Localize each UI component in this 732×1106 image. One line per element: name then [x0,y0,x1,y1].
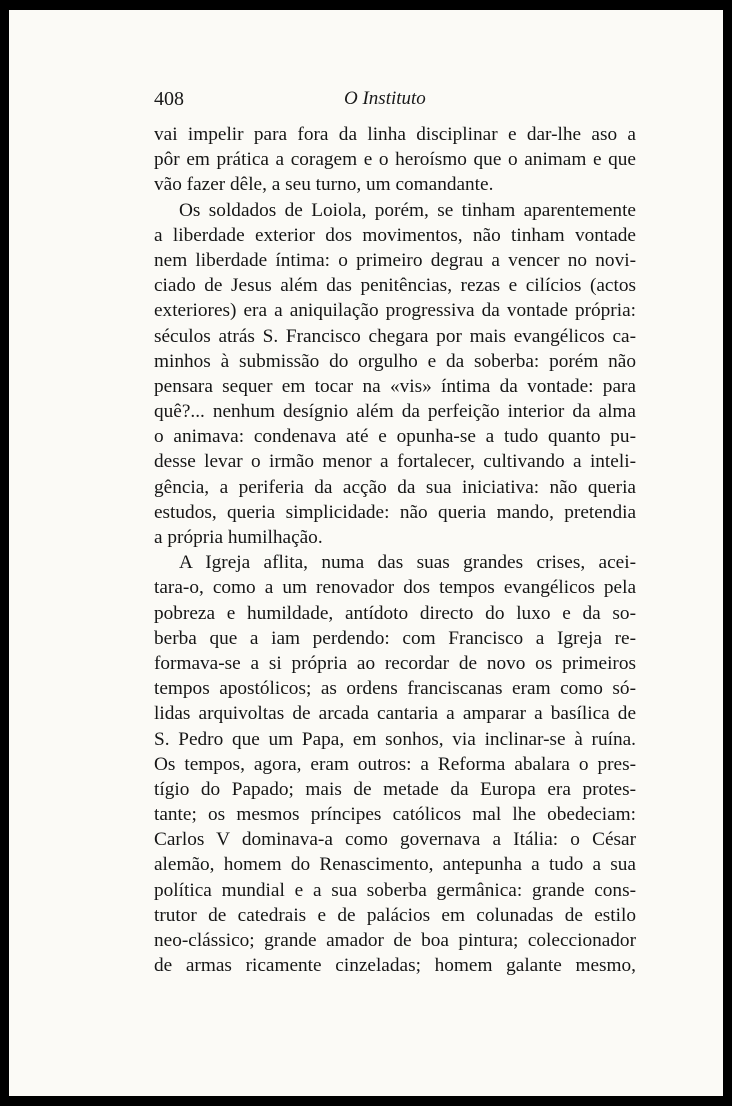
text-line: de armas ricamente cinzeladas; homem galante mesmo, [154,955,636,977]
text-line: vai impelir para fora da linha disciplinar e dar-lhe aso a [154,124,636,145]
text-line: séculos atrás S. Francisco chegara por mais evangélicos ca- [154,325,636,347]
text-line: tempos apostólicos; as ordens franciscanas eram como só- [154,678,636,700]
text-line: ciado de Jesus além das penitências, rezas e cilícios (actos [154,275,636,297]
text-line: lidas arquivoltas de arcada cantaria a amparar a basílica de [154,703,636,725]
text-line: pôr em prática a coragem e o heroísmo que o animam e que [154,149,636,171]
text-line: formava-se a si própria ao recordar de novo os primeiros [154,652,636,674]
text-line: Carlos V dominava-a como governava a Itália: o César [154,829,636,851]
body-text [154,122,636,978]
text-line: tara-o, como a um renovador dos tempos evangélicos pela [154,577,636,599]
text-line: política mundial e a sua soberba germânica: grande cons- [154,879,636,901]
text-line: tígio do Papado; mais de metade da Europa era protes- [154,778,636,800]
text-line: trutor de catedrais e de palácios em colunadas de estilo [154,904,636,926]
text-line: exteriores) era a aniquilação progressiva da vontade própria: [154,300,636,322]
text-line: vão fazer dêle, a seu turno, um comandante. [154,174,494,196]
text-line: a própria humilhação. [154,527,323,548]
book-page [9,10,723,1096]
paragraph-start-line: A Igreja aflita, numa das suas grandes crises, acei- [179,552,636,574]
page-header [154,84,634,114]
running-title: O Instituto [344,88,426,109]
text-line: neo-clássico; grande amador de boa pintura; coleccionador [154,930,636,951]
text-line: minhos à submissão do orgulho e da soberba: porém não [154,350,636,372]
text-line: o animava: condenava até e opunha-se a tudo quanto pu- [154,426,636,448]
text-line: pensara sequer em tocar na «vis» íntima da vontade: para [154,375,636,397]
text-line: berba que a iam perdendo: com Francisco a Igreja re- [154,627,636,649]
text-line: pobreza e humildade, antídoto directo do luxo e da so- [154,602,636,624]
text-line: gência, a periferia da acção da sua iniciativa: não queria [154,476,636,498]
text-line: nem liberdade íntima: o primeiro degrau a vencer no novi- [154,249,636,271]
paragraph-start-line: Os soldados de Loiola, porém, se tinham aparentemente [179,199,636,221]
text-line: a liberdade exterior dos movimentos, não tinham vontade [154,224,636,246]
text-line: desse levar o irmão menor a fortalecer, cultivando a inteli- [154,451,636,473]
text-line: Os tempos, agora, eram outros: a Reforma abalara o pres- [154,753,636,775]
page-number: 408 [154,88,184,110]
text-line: estudos, queria simplicidade: não queria mando, pretendia [154,501,636,523]
text-line: quê?... nenhum desígnio além da perfeição interior da alma [154,401,636,423]
text-line: S. Pedro que um Papa, em sonhos, via inclinar-se à ruína. [154,728,636,750]
text-line: alemão, homem do Renascimento, antepunha a tudo a sua [154,854,636,876]
text-line: tante; os mesmos príncipes católicos mal lhe obedeciam: [154,804,636,826]
